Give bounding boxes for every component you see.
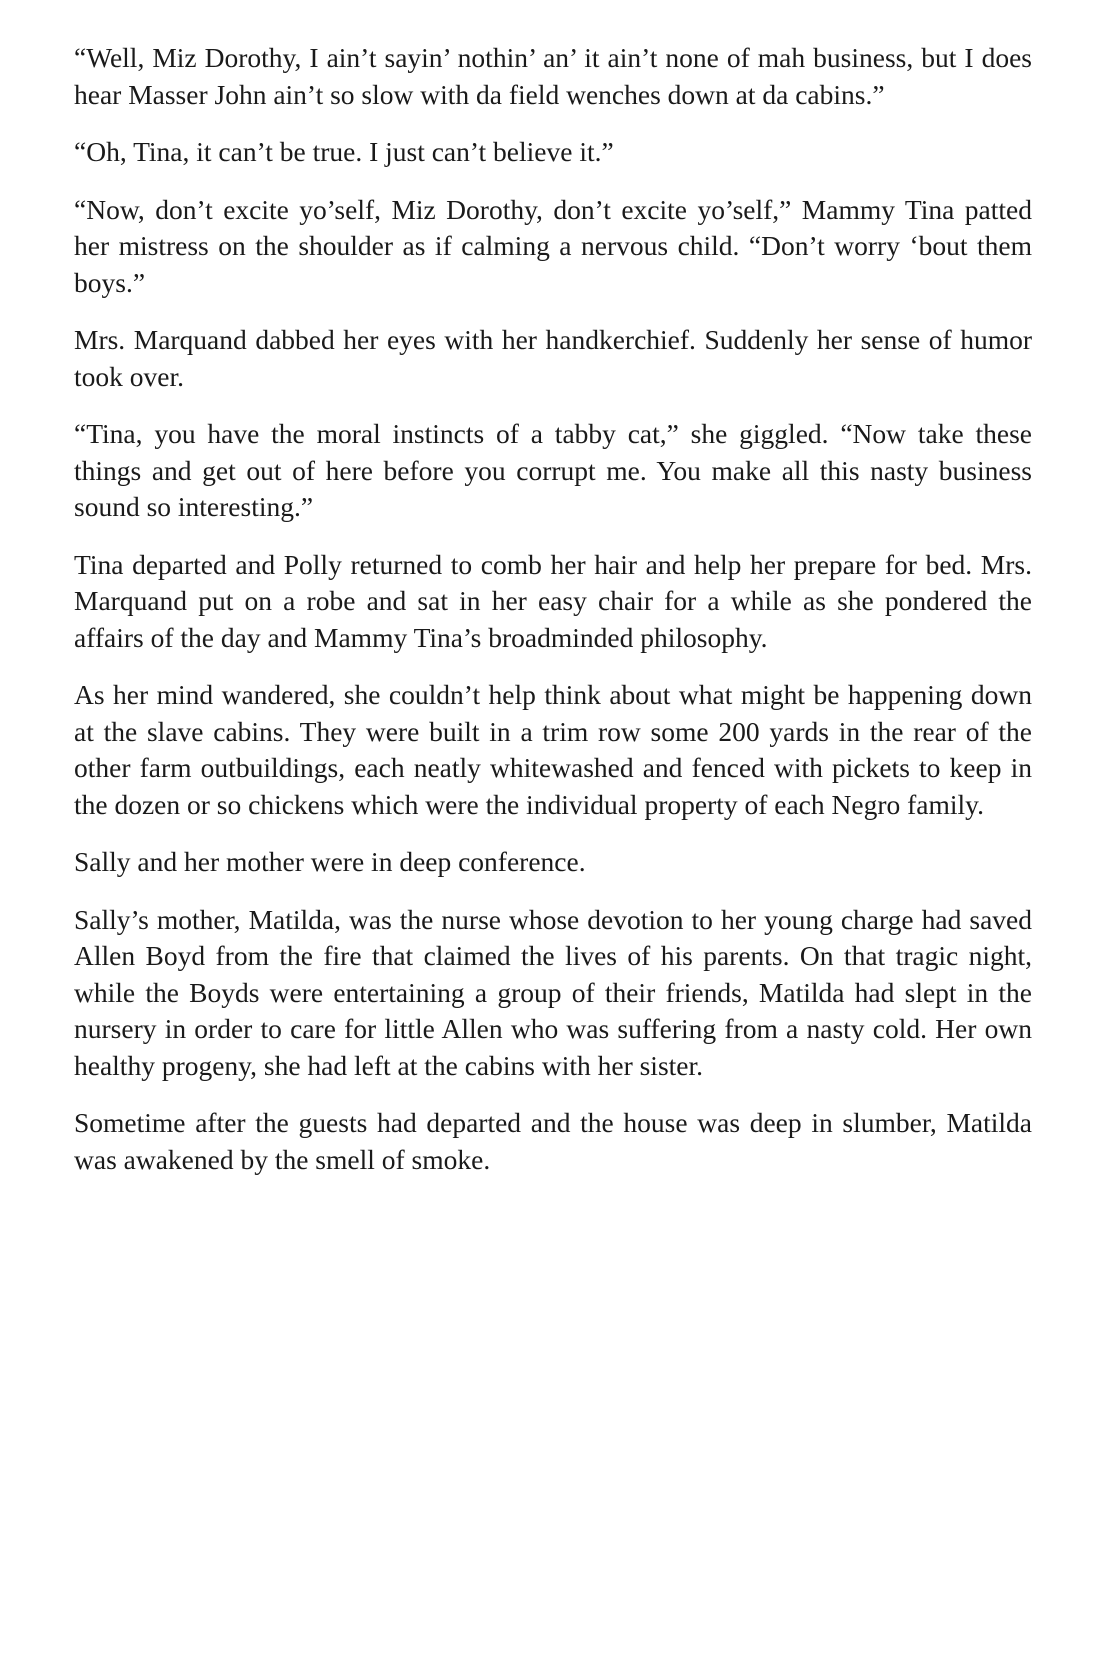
paragraph-6: Tina departed and Polly returned to comb her hair and help her prepare for bed. Mrs. Marquand put on a robe and sat in her easy chair for a while as she pondered the affairs of the day and Mammy Tina’s broadminded philosophy. [74,548,1032,653]
paragraph-9: Sally’s mother, Matilda, was the nurse whose devotion to her young charge had saved Allen Boyd from the fire that claimed the lives of his parents. On that tragic night, while the Boyds were entertaining a group of their friends, Matilda had slept in the nursery in order to care for little Allen who was suffering from a nasty cold. Her own healthy progeny, she had left at the cabins with her sister. [74,903,1032,1081]
paragraph-5: “Tina, you have the moral instincts of a tabby cat,” she giggled. “Now take these things and get out of here before you corrupt me. You make all this nasty business sound so interesting.” [74,418,1032,522]
document-page [74,40,1032,1199]
paragraph-2: “Oh, Tina, it can’t be true. I just can’t believe it.” [74,136,614,167]
paragraph-10: Sometime after the guests had departed and the house was deep in slumber, Matilda was awakened by the smell of smoke. [74,1107,1032,1175]
paragraph-1: “Well, Miz Dorothy, I ain’t sayin’ nothin’ an’ it ain’t none of mah business, but I does hear Masser John ain’t so slow with da field wenches down at da cabins.” [74,42,1032,110]
paragraph-4: Mrs. Marquand dabbed her eyes with her handkerchief. Suddenly her sense of humor took over. [74,324,1032,392]
paragraph-3: “Now, don’t excite yo’self, Miz Dorothy, don’t excite yo’self,” Mammy Tina patted her mistress on the shoulder as if calming a nervous child. “Don’t worry ‘bout them boys.” [74,193,1032,298]
paragraph-8: Sally and her mother were in deep conference. [74,846,586,877]
paragraph-7: As her mind wandered, she couldn’t help think about what might be happening down at the slave cabins. They were built in a trim row some 200 yards in the rear of the other farm outbuildings, each neatly whitewashed and fenced with pickets to keep in the dozen or so chickens which were the individual property of each Negro family. [74,679,1032,820]
